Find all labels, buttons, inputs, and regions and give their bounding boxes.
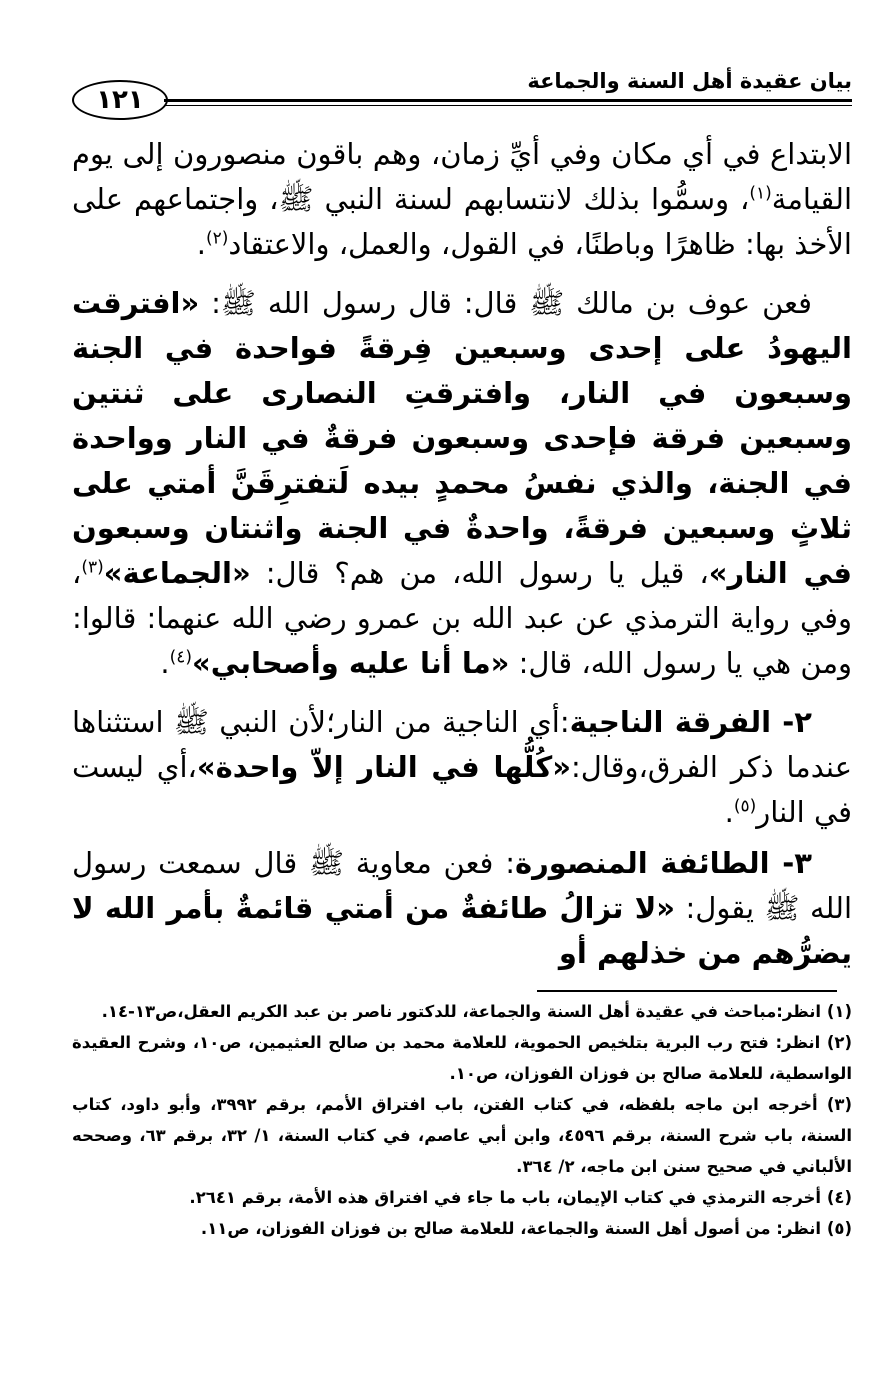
paragraph-1	[72, 132, 852, 267]
text-run: : فعن معاوية ﷺ قال سمعت رسول الله ﷺ يقول:	[72, 846, 852, 925]
paragraph-4	[72, 841, 852, 976]
footnote-text: انظر: من أصول أهل السنة والجماعة، للعلامة صالح بن فوزان الفوزان، ص١١.	[200, 1219, 827, 1238]
footnote-number: (١)	[826, 1002, 852, 1021]
text-run: .	[160, 646, 170, 680]
section-term: الطائفة المنصورة	[514, 846, 770, 880]
footnote-text: أخرجه الترمذي في كتاب الإيمان، باب ما جاء في افتراق هذه الأمة، برقم ٢٦٤١.	[189, 1188, 827, 1207]
hadith-quote: «ما أنا عليه وأصحابي»	[192, 646, 510, 680]
text-run: فعن عوف بن مالك ﷺ قال: قال رسول الله ﷺ:	[199, 286, 812, 320]
hadith-quote: «لا تزالُ طائفةٌ من أمتي قائمةٌ بأمر الله لا يضرُّهم من خذلهم أو	[72, 891, 852, 970]
footnote-text: انظر: فتح رب البرية بتلخيص الحموية، للعلامة محمد بن صالح العثيمين، ص١٠، وشرح العقيدة الواسطية، للعلامة صالح بن فوزان الفوزان، ص١٠.	[72, 1033, 852, 1083]
text-run: ، وسمُّوا بذلك لانتسابهم لسنة النبي ﷺ، واجتماعهم على الأخذ بها: ظاهرًا وباطنًا، في القول، والعمل، والاعتقاد	[72, 182, 852, 261]
text-run: الابتداع في أي مكان وفي أيِّ زمان، وهم باقون منصورون إلى يوم القيامة	[72, 137, 852, 216]
text-run: ،أي ليست في النار	[72, 750, 852, 829]
header-rule-thin	[164, 105, 852, 106]
footnote-ref-2[interactable]: (٢)	[205, 228, 229, 249]
footnote-number: (٥)	[826, 1219, 852, 1238]
running-title: بيان عقيدة أهل السنة والجماعة	[527, 69, 852, 93]
footnote-ref-4[interactable]: (٤)	[169, 647, 192, 668]
page-header	[72, 66, 852, 122]
text-run: :أي الناجية من النار؛لأن النبي ﷺ استثناها عندما ذكر الفرق،وقال:	[72, 705, 852, 784]
paragraph-2	[72, 281, 852, 686]
footnote-number: (٢)	[826, 1033, 852, 1052]
footnote-ref-5[interactable]: (٥)	[733, 796, 757, 817]
footnote-5	[72, 1213, 852, 1244]
footnote-text: انظر:مباحث في عقيدة أهل السنة والجماعة، للدكتور ناصر بن عبد الكريم العقل،ص١٣-١٤.	[101, 1002, 827, 1021]
footnote-number: (٣)	[826, 1095, 852, 1114]
text-run: ، قيل يا رسول الله، من هم؟ قال:	[250, 556, 709, 590]
paragraph-3	[72, 700, 852, 835]
footnote-text: أخرجه ابن ماجه بلفظه، في كتاب الفتن، باب افتراق الأمم، برقم ٣٩٩٢، وأبو داود، كتاب السنة، باب شرح السنة، برقم ٤٥٩٦، وابن أبي عاصم، في كتاب السنة، ١/ ٣٢، برقم ٦٣، وصححه الألباني في صحيح سنن ابن ماجه، ٢/ ٣٦٤.	[72, 1095, 852, 1176]
header-rule	[164, 99, 852, 102]
footnote-1	[72, 996, 852, 1027]
footnotes	[72, 996, 852, 1244]
footnote-number: (٤)	[826, 1188, 852, 1207]
section-term: الفرقة الناجية	[569, 705, 772, 739]
main-text	[72, 132, 852, 976]
footnote-4	[72, 1182, 852, 1213]
hadith-quote: «كُلُّها في النار إلاّ واحدة»	[196, 750, 571, 784]
item-number: ٣-	[769, 846, 812, 880]
hadith-quote: «الجماعة»	[103, 556, 251, 590]
text-run: .	[724, 795, 734, 829]
footnote-ref-1[interactable]: (١)	[749, 183, 772, 204]
page-number: ١٢١	[72, 80, 168, 120]
footnote-separator	[537, 990, 837, 992]
footnote-ref-3[interactable]: (٣)	[81, 557, 104, 578]
text-run: ، وفي رواية الترمذي عن عبد الله بن عمرو رضي الله عنهما: قالوا: ومن هي يا رسول الله، قال:	[72, 556, 852, 680]
hadith-quote: «افترقت اليهودُ على إحدى وسبعين فِرقةً فواحدة في الجنة وسبعون في النار، وافترقتِ النصارى على ثنتين وسبعين فرقة فإحدى وسبعون فرقةٌ في النار وواحدة في الجنة، والذي نفسُ محمدٍ بيده لَتفترِقَنَّ أمتي على ثلاثٍ وسبعين فرقةً، واحدةٌ في الجنة واثنتان وسبعون في النار»	[72, 286, 852, 590]
item-number: ٢-	[771, 705, 812, 739]
footnote-3	[72, 1089, 852, 1182]
text-run: .	[196, 227, 206, 261]
footnote-2	[72, 1027, 852, 1089]
